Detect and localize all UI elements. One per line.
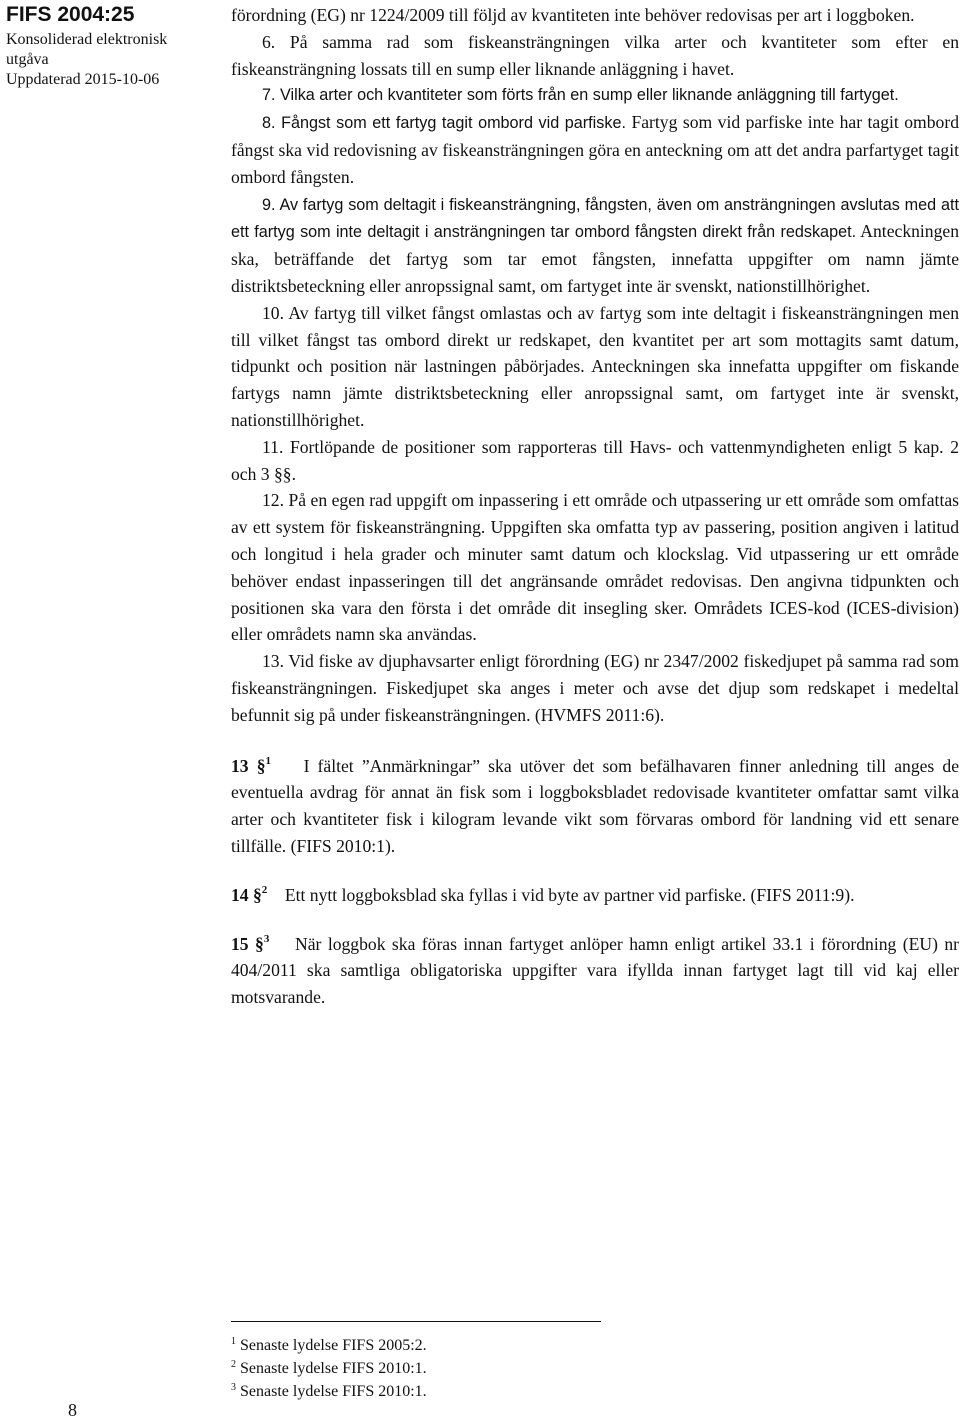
document-id: FIFS 2004:25 [6,3,135,26]
section-15 [231,931,959,1011]
paragraph-9 [231,191,959,300]
footnote-ref-3: 3 [263,932,270,945]
footnote-1-text: Senaste lydelse FIFS 2005:2. [240,1337,427,1354]
paragraph-12: 12. På en egen rad uppgift om inpassering i ett område och utpassering ur ett område som omfattas av ett system för fiskeansträngning. Uppgiften ska omfatta typ av passering, position angiven i latitud och longitud i hela grader och minuter samt datum och klockslag. Vid utpassering ur ett område behöver endast inpasseringen till det angränsande området redovisas. Den angivna tidpunkten och positionen ska vara den första i det område dit insegling sker. Områdets ICES-kod (ICES-division) eller områdets namn ska användas. [231,490,959,645]
paragraph-6: 6. På samma rad som fiskeansträngningen vilka arter och kvantiteter som efter en fiskeansträngning lossats till en sump eller liknande anläggning i havet. [231,31,959,79]
footnote-divider [231,1321,601,1322]
footnote-3-text: Senaste lydelse FIFS 2010:1. [240,1383,427,1400]
section-14-number: 14 § [231,884,262,905]
section-13-text: I fältet ”Anmärkningar” ska utöver det som befälhavaren finner anledning till anges de eventuella avdrag för annat än fisk som i loggboksbladet redovisade kvantiteter omfattar samt vilka arter och kvantiteter fisk i kilogram levande vikt som förvaras ombord för landning vid ett senare tillfälle. (FIFS 2010:1). [231,755,960,856]
footnote-1 [231,1336,427,1356]
paragraph-9-lead: 9. Av fartyg som deltagit i fiskeansträngning, fångsten, även om ansträngningen avslutas med att ett fartyg som inte deltagit i ansträngningen tar ombord fångsten direkt från redskapet. [231,195,959,242]
page-number: 8 [68,1400,77,1420]
footnote-2 [231,1359,427,1379]
paragraph-10: 10. Av fartyg till vilket fångst omlastas och av fartyg som inte deltagit i fiskeansträngningen men till vilket fångst tas ombord direkt ur redskapet, den kvantitet per art som mottagits samt datum, tidpunkt och position när lastningen påbörjades. Anteckningen ska innefatta uppgifter om fiskande fartygs namn jämte distriktsbeteckning eller anropssignal samt, om fartyget inte är svenskt, nationstillhörighet. [231,302,959,430]
section-15-text: När loggbok ska föras innan fartyget anlöper hamn enligt artikel 33.1 i förordning (EU) nr 404/2011 ska samtliga obligatoriska uppgifter vara ifyllda innan fartyget lagt till vid kaj eller motsvarande. [231,933,960,1008]
footnote-ref-1: 1 [265,754,272,767]
paragraph-13: 13. Vid fiske av djuphavsarter enligt förordning (EG) nr 2347/2002 fiskedjupet på samma rad som fiskeansträngningen. Fiskedjupet ska anges i meter och avse det djup som redskapet i medeltal befunnit sig på under fiskeansträngningen. (HVMFS 2011:6). [231,651,959,725]
paragraph-8-lead: 8. Fångst som ett fartyg tagit ombord vid parfiske. [262,114,626,133]
section-13 [231,753,959,860]
section-13-number: 13 § [231,755,266,776]
paragraph-intro: förordning (EG) nr 1224/2009 till följd av kvantiteten inte behöver redovisas per art i loggboken. [231,5,915,25]
footnote-ref-2: 2 [261,883,268,896]
footnote-3 [231,1382,427,1402]
paragraph-8-rest: Fartyg som vid parfiske inte har tagit ombord fångst ska vid redovisning av fiskeansträngningen göra en anteckning om att det andra parfartyget tagit ombord fångsten. [231,112,959,187]
paragraph-11: 11. Fortlöpande de positioner som rapporteras till Havs- och vattenmyndigheten enligt 5 kap. 2 och 3 §§. [231,436,959,484]
footnote-2-text: Senaste lydelse FIFS 2010:1. [240,1360,427,1377]
main-text [231,0,959,1011]
sidebar-updated: Uppdaterad 2015-10-06 [6,71,160,88]
sidebar [0,0,210,1428]
sidebar-edition: utgåva [6,51,49,68]
paragraph-7: 7. Vilka arter och kvantiteter som förts från en sump eller liknande anläggning till fartyget. [262,86,899,105]
section-14 [231,882,959,909]
section-14-text: Ett nytt loggboksblad ska fyllas i vid byte av partner vid parfiske. (FIFS 2011:9). [284,884,855,905]
sidebar-subtitle: Konsoliderad elektronisk [6,31,168,48]
section-15-number: 15 § [231,933,264,954]
paragraph-9-rest: Anteckningen ska, beträffande det fartyg som tar emot fångsten, innefatta uppgifter om namn jämte distriktsbeteckning eller anropssignal samt, om fartyget inte är svenskt, nationstillhörighet. [231,221,959,296]
footnote-1-number: 1 [231,1336,236,1347]
paragraph-8 [231,109,959,190]
footnote-3-number: 3 [231,1382,236,1393]
footnote-2-number: 2 [231,1359,236,1370]
